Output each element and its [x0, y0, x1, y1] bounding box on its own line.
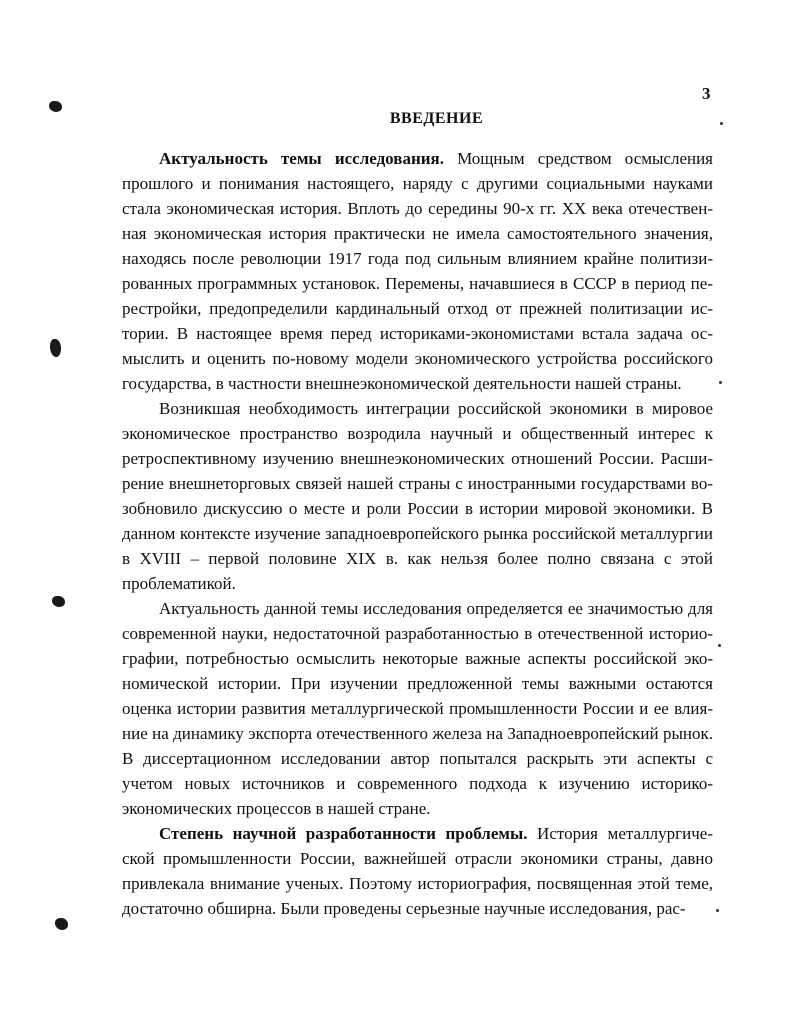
- scan-artifact-mark: [50, 339, 61, 357]
- paragraph-scholarship-degree: [122, 821, 713, 921]
- paragraph-topic-significance: [122, 596, 713, 821]
- page-title: ВВЕДЕНИЕ: [389, 110, 484, 127]
- paragraph-text: История металлургической промышленности России, важнейшей отрасли экономики страны, давно привлекала внимание ученых. Поэтому историография, посвященная этой теме, достаточно обширна. Были проведены серьезные научные исследования, рас-: [122, 824, 713, 918]
- paragraph-lead: Актуальность темы исследования.: [159, 149, 444, 168]
- paragraph-relevance: [122, 146, 713, 396]
- paragraph-integration: [122, 396, 713, 596]
- scan-artifact-mark: [52, 596, 65, 607]
- document-body: [122, 146, 713, 921]
- paragraph-text: Возникшая необходимость интеграции российской экономики в мировое экономическое пространство возродила научный и общественный интерес к ретроспективному изучению внешнеэкономических отношений России. Расширение внешнеторговых связей нашей страны с иностранными государствами возобновило дискуссию о месте и роли России в истории мировой экономики. В данном контексте изучение западноевропейского рынка российской металлургии в XVIII – первой половине XIX в. как нельзя более полно связана с этой проблематикой.: [122, 399, 713, 593]
- paragraph-text: Мощным средством осмысления прошлого и понимания настоящего, наряду с другими социальными науками стала экономическая история. Вплоть до середины 90-х гг. XX века отечественная экономическая история практически не имела самостоятельного значения, находясь после революции 1917 года под сильным влиянием крайне политизированных программных установок. Перемены, начавшиеся в СССР в период перестройки, предопределили кардинальный отход от прежней политизации истории. В настоящее время перед историками-экономистами встала задача осмыслить и оценить по-новому модели экономического устройства российского государства, в частности внешнеэкономической деятельности нашей страны.: [122, 149, 714, 393]
- scan-artifact-mark: [55, 918, 68, 930]
- scan-speck: [716, 909, 719, 912]
- scan-artifact-mark: [49, 101, 62, 112]
- scan-speck: [718, 644, 721, 647]
- paragraph-lead: Степень научной разработанности проблемы.: [159, 824, 528, 843]
- scan-speck: [720, 122, 723, 125]
- scan-speck: [719, 381, 722, 384]
- page-number: 3: [702, 84, 711, 103]
- paragraph-text: Актуальность данной темы исследования определяется ее значимостью для современной науки, недостаточной разработанностью в отечественной историографии, потребностью осмыслить некоторые важные аспекты российской экономической истории. При изучении предложенной темы важными остаются оценка истории развития металлургической промышленности России и ее влияние на динамику экспорта отечественного железа на Западноевропейский рынок. В диссертационном исследовании автор попытался раскрыть эти аспекты с учетом новых источников и современного подхода к изучению историко-экономических процессов в нашей стране.: [122, 599, 713, 818]
